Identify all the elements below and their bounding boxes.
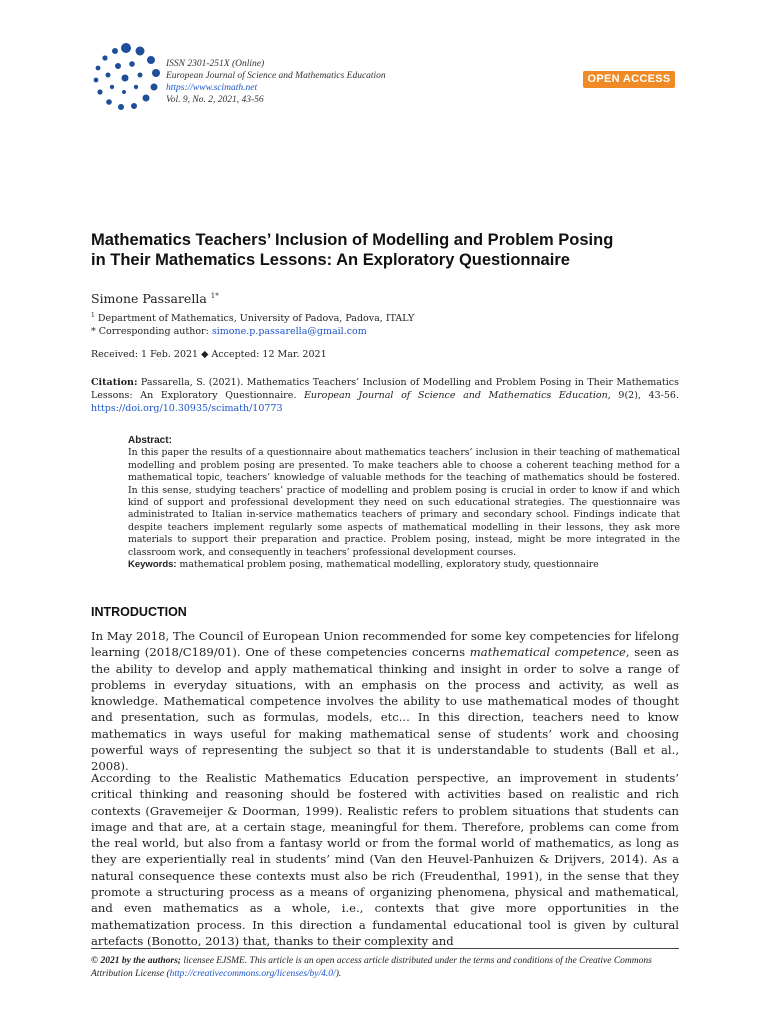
p1-emphasis: mathematical competence <box>469 645 626 660</box>
p1-text-b: , seen as the ability to develop and apply mathematical thinking and insight in order to solve a range of problems in everyday situations, with an emphasis on the process and activity, as well as knowledge. Mathematical competence involves the ability to use mathematical modes of thought and presentation, such as formulas, models, etc... In this direction, teachers need to know mathematics in ways useful for making mathematical sense of students’ work and choosing powerful ways of representing the subject so that it is understandable to students (Ball et al., 2008). <box>91 645 680 774</box>
keywords-label: Keywords: <box>128 559 177 571</box>
author-line <box>91 291 219 306</box>
dates: Received: 1 Feb. 2021 ◆ Accepted: 12 Mar. 2021 <box>91 349 327 360</box>
corresponding-label: * Corresponding author: <box>91 326 209 338</box>
journal-name: European Journal of Science and Mathematics Education <box>166 71 386 81</box>
footer-divider <box>91 948 679 949</box>
license-close: ). <box>335 969 342 979</box>
journal-logo-icon <box>88 40 164 116</box>
abstract-text: In this paper the results of a questionnaire about mathematics teachers’ inclusion in their teaching of mathematical modelling and problem posing are presented. To make teachers able to choose a coherent teaching method for a mathematical topic, teachers’ knowledge of valuable methods for the teaching of mathematics should be fostered. In this sense, studying teachers’ practice of modelling and problem posing is crucial in order to know if and which kind of support and professional development they need on such educational strategies. The questionnaire was administrated to Italian in-service mathematics teachers of primary and secondary school. Findings indicate that despite teachers implement regularly some aspects of mathematical modelling in their lessons, they ask more materials to support their preparation and practice. Problem posing, instead, might be more integrated in the classroom work, and consequently in teachers’ professional development courses. <box>128 447 680 558</box>
citation-block <box>91 376 679 415</box>
title-line-2: in Their Mathematics Lessons: An Exploratory Questionnaire <box>91 251 570 269</box>
citation-journal: European Journal of Science and Mathematics Education, <box>304 390 611 401</box>
keywords: mathematical problem posing, mathematical modelling, exploratory study, questionnaire <box>179 559 599 571</box>
intro-paragraph-2: According to the Realistic Mathematics Education perspective, an improvement in students’ critical thinking and reasoning should be fostered with activities based on realistic and rich contexts (Gravemeijer & Doorman, 1999). Realistic refers to problem situations that students can image and that are, at a certain stage, meaningful for them. Therefore, problems can come from the real world, but also from a fantasy world or from the formal world of mathematics, as long as they are experientially real in students’ mind (Van den Heuvel-Panhuizen & Drijvers, 2014). As a natural consequence these contexts must also be rich (Freudenthal, 1991), in the sense that they promote a structuring process as a means of organizing phenomena, physical and mathematical, and even mathematics as a whole, i.e., contexts that give more opportunities in the mathematization process. In this direction a fundamental educational tool is given by cultural artefacts (Bonotto, 2013) that, thanks to their complexity and <box>91 771 679 948</box>
author-email-link[interactable]: simone.p.passarella@gmail.com <box>211 326 367 338</box>
abstract-block <box>128 435 680 571</box>
issn: ISSN 2301-251X (Online) <box>166 59 265 69</box>
license-footer <box>91 955 679 981</box>
title-line-1: Mathematics Teachers’ Inclusion of Modelling and Problem Posing <box>91 231 614 249</box>
copyright: © 2021 by the authors; <box>91 956 181 966</box>
affiliation-number: 1 <box>91 312 95 319</box>
p1-text-a: In May 2018, The Council of European Union recommended for some key competencies for lifelong learning (2018/C189/01). One of these competencies concerns <box>91 629 679 660</box>
open-access-badge: OPEN ACCESS <box>583 71 675 88</box>
citation-text: Passarella, S. (2021). Mathematics Teachers’ Inclusion of Modelling and Problem Posing in Their Mathematics Lessons: An Exploratory Questionnaire. <box>91 377 679 401</box>
author-marks: 1* <box>210 291 219 300</box>
journal-url-link[interactable]: https://www.scimath.net <box>166 83 258 93</box>
intro-paragraph-1 <box>91 628 679 775</box>
section-heading: INTRODUCTION <box>91 605 187 619</box>
citation-label: Citation: <box>91 377 138 388</box>
license-text: licensee EJSME. This article is an open access article distributed under the terms and conditions of the Creative Commons Attribution License ( <box>91 956 652 979</box>
journal-info <box>166 58 386 106</box>
doi-link[interactable]: https://doi.org/10.30935/scimath/10773 <box>91 403 283 414</box>
author-name: Simone Passarella <box>91 291 207 306</box>
affiliation: Department of Mathematics, University of Padova, Padova, ITALY <box>97 313 415 325</box>
abstract-heading: Abstract: <box>128 435 172 446</box>
journal-logo <box>88 40 164 116</box>
volume-info: Vol. 9, No. 2, 2021, 43-56 <box>166 95 264 105</box>
citation-volume: 9(2), 43-56. <box>618 390 679 401</box>
affiliation-block <box>91 309 414 338</box>
license-url-link[interactable]: http://creativecommons.org/licenses/by/4.0/ <box>169 969 336 979</box>
paper-title <box>91 230 691 270</box>
